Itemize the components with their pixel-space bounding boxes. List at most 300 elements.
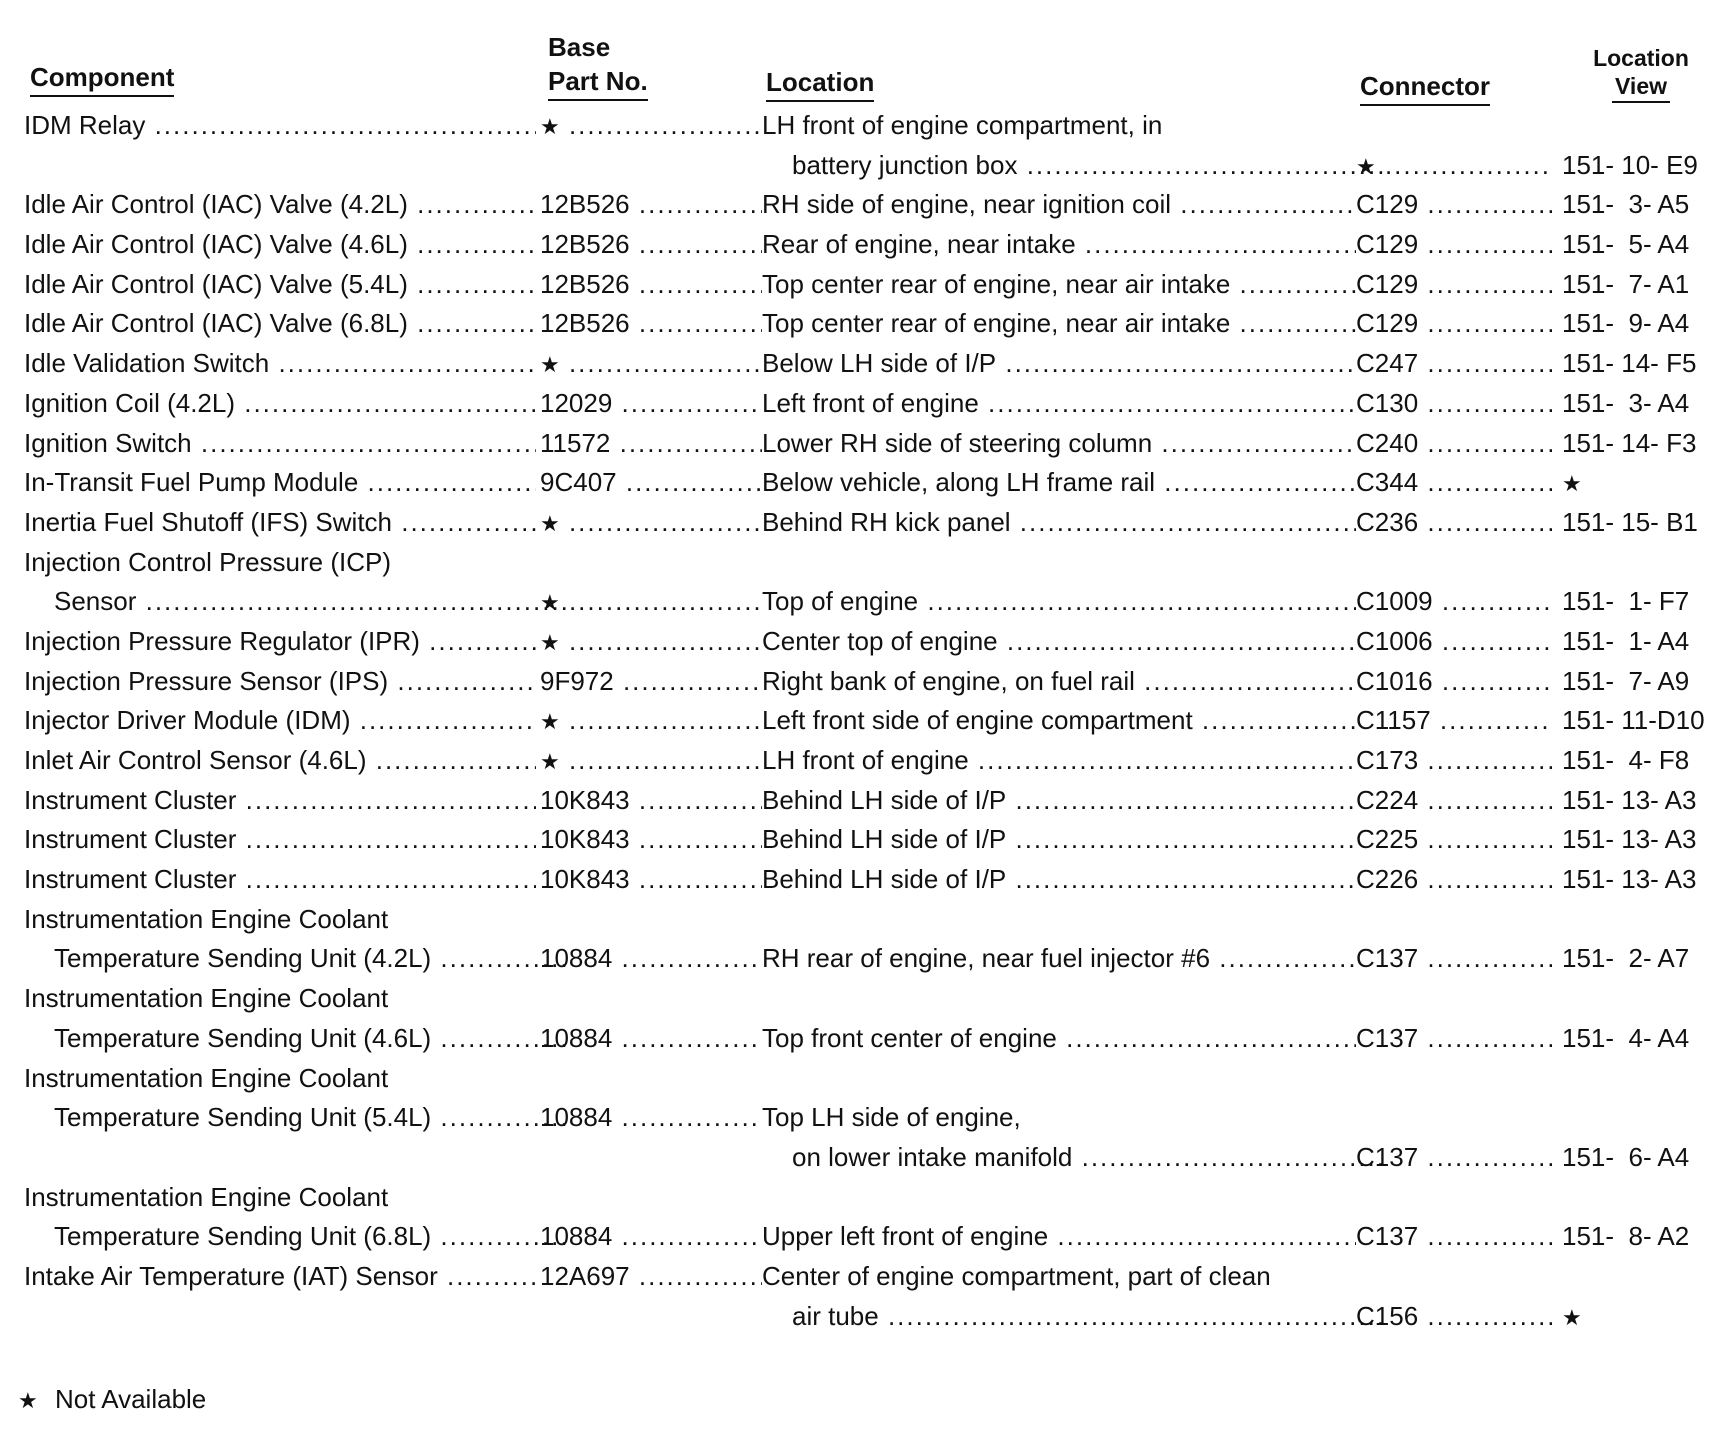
component-cell-text: Temperature Sending Unit (4.6L)	[54, 1022, 432, 1053]
component-cell-text: Inlet Air Control Sensor (4.6L)	[24, 745, 367, 775]
connector-cell	[1356, 626, 1552, 656]
connector-cell	[1356, 189, 1552, 219]
table-row	[0, 543, 1726, 583]
location-cell	[762, 229, 1356, 259]
dot-leader	[1076, 229, 1356, 259]
dot-leader	[560, 110, 762, 140]
dot-leader	[1017, 150, 1386, 180]
component-cell-text: Injection Pressure Regulator (IPR)	[24, 625, 420, 656]
component-cell	[24, 547, 536, 577]
location-cell-text: Lower RH side of steering column	[762, 427, 1153, 458]
component-cell	[24, 626, 536, 656]
connector-cell-text: C129	[1356, 308, 1419, 339]
location-view-cell	[1562, 824, 1722, 854]
part-number-cell	[540, 666, 762, 696]
location-view-cell	[1562, 1301, 1722, 1333]
part-number-cell	[540, 586, 762, 618]
dot-leader	[236, 824, 536, 854]
parts-table	[0, 106, 1726, 1336]
footnote	[18, 1383, 206, 1417]
connector-cell-text: C247	[1356, 348, 1419, 379]
part-number-cell-text: ★	[540, 629, 560, 655]
dot-leader	[560, 745, 762, 775]
part-number-cell-text: ★	[540, 749, 560, 774]
location-cell-text: Rear of engine, near intake	[762, 229, 1076, 260]
part-number-cell	[540, 1023, 762, 1053]
dot-leader	[630, 824, 762, 854]
location-view-cell	[1562, 150, 1722, 180]
location-cell	[762, 705, 1356, 735]
part-number-cell	[540, 745, 762, 777]
connector-cell-text: C156	[1356, 1300, 1419, 1331]
location-cell-text: Left front side of engine compartment	[762, 705, 1193, 736]
component-cell	[24, 864, 536, 894]
dot-leader	[388, 666, 536, 696]
part-number-cell	[540, 388, 762, 418]
dot-leader	[1418, 428, 1552, 458]
dot-leader	[408, 308, 536, 338]
table-row	[0, 344, 1726, 384]
location-cell-text: Behind LH side of I/P	[762, 784, 1007, 815]
component-cell-text: Temperature Sending Unit (5.4L)	[54, 1102, 432, 1133]
dot-leader	[408, 189, 536, 219]
table-row	[0, 979, 1726, 1019]
component-cell	[24, 904, 536, 934]
part-number-cell-text: ★	[540, 709, 560, 735]
location-cell	[762, 388, 1356, 418]
header-connector: Connector	[1360, 69, 1490, 106]
location-cell-text: Behind LH side of I/P	[762, 864, 1007, 895]
location-cell-text: air tube	[792, 1300, 879, 1331]
dot-leader	[612, 1102, 762, 1132]
connector-cell	[1356, 348, 1552, 378]
dot-leader	[1376, 150, 1552, 180]
table-row	[0, 622, 1726, 662]
part-number-cell	[540, 507, 762, 539]
location-view-cell	[1562, 705, 1722, 735]
location-cell	[762, 467, 1356, 497]
dot-leader	[1193, 705, 1356, 735]
dot-leader	[1433, 666, 1552, 696]
location-view-cell-text: 151- 6- A4	[1562, 1141, 1690, 1172]
footnote-text: Not Available	[54, 1384, 207, 1414]
location-cell-text: LH front of engine	[762, 745, 969, 775]
connector-cell	[1356, 1023, 1552, 1053]
dot-leader	[630, 308, 762, 338]
part-number-cell-text: 12029	[540, 387, 613, 418]
connector-cell-text: C344	[1356, 467, 1419, 498]
dot-leader	[612, 1221, 762, 1251]
location-cell-text: Below vehicle, along LH frame rail	[762, 467, 1156, 498]
location-cell	[762, 189, 1356, 219]
dot-leader	[1210, 943, 1356, 973]
connector-cell	[1356, 388, 1552, 418]
connector-cell	[1356, 1142, 1552, 1172]
header-location-view-line1: Location	[1593, 45, 1689, 71]
component-cell	[24, 507, 536, 537]
connector-cell-text: C130	[1356, 387, 1419, 418]
dot-leader	[1433, 586, 1552, 616]
location-cell-text: LH front of engine compartment, in	[762, 110, 1163, 140]
part-number-cell-text: ★	[540, 352, 560, 378]
table-row	[0, 1138, 1726, 1178]
part-number-cell-text: 12B526	[540, 268, 630, 299]
location-view-cell-text: 151- 2- A7	[1562, 943, 1690, 974]
table-row	[0, 860, 1726, 900]
dot-leader	[560, 586, 762, 616]
connector-cell	[1356, 150, 1552, 182]
table-row	[0, 146, 1726, 186]
component-cell-text: Idle Validation Switch	[24, 348, 270, 379]
component-cell	[24, 745, 536, 775]
dot-leader	[1230, 308, 1356, 338]
location-view-cell	[1562, 348, 1722, 378]
table-row	[0, 900, 1726, 940]
dot-leader	[1418, 388, 1552, 418]
table-row	[0, 106, 1726, 146]
dot-leader	[1418, 943, 1552, 973]
dot-leader	[1155, 467, 1356, 497]
location-cell-text: Top center rear of engine, near air intake	[762, 308, 1231, 339]
header-base: Base	[548, 32, 611, 62]
location-cell	[762, 943, 1356, 973]
part-number-cell	[540, 1261, 762, 1291]
table-row	[0, 1178, 1726, 1218]
connector-cell	[1356, 1301, 1552, 1331]
dot-leader	[269, 348, 536, 378]
part-number-cell-text: 12A697	[540, 1260, 630, 1291]
location-cell	[762, 110, 1356, 140]
dot-leader	[1135, 666, 1356, 696]
component-cell	[24, 229, 536, 259]
dot-leader	[236, 864, 536, 894]
location-cell-text: Right bank of engine, on fuel rail	[762, 665, 1135, 696]
dot-leader	[1418, 507, 1552, 537]
component-cell	[24, 1023, 566, 1053]
table-row	[0, 1059, 1726, 1099]
location-cell	[762, 1221, 1356, 1251]
component-cell-text: Instrument Cluster	[24, 864, 237, 895]
part-number-cell-text: 12B526	[540, 189, 630, 220]
location-cell	[762, 150, 1386, 180]
dot-leader	[1418, 348, 1552, 378]
part-number-cell-text: 9F972	[540, 665, 614, 696]
part-number-cell	[540, 269, 762, 299]
connector-cell	[1356, 864, 1552, 894]
location-cell	[762, 507, 1356, 537]
table-row	[0, 1019, 1726, 1059]
dot-leader	[1418, 229, 1552, 259]
location-view-cell-text: 151- 3- A5	[1562, 189, 1690, 220]
component-cell	[24, 308, 536, 338]
location-view-cell	[1562, 666, 1722, 696]
dot-leader	[979, 388, 1356, 418]
dot-leader	[1057, 1023, 1356, 1053]
part-number-cell-text: 10K843	[540, 824, 630, 855]
component-cell-text: Intake Air Temperature (IAT) Sensor	[24, 1260, 438, 1291]
part-number-cell-text: 10884	[540, 1102, 613, 1133]
connector-cell-text: C137	[1356, 1221, 1419, 1252]
connector-cell	[1356, 705, 1552, 735]
location-cell	[762, 824, 1356, 854]
location-cell-text: Top of engine	[762, 586, 919, 617]
component-cell	[24, 1182, 536, 1212]
part-number-cell	[540, 705, 762, 737]
connector-cell-text: C240	[1356, 427, 1419, 458]
component-cell	[24, 428, 536, 458]
location-cell-text: Top center rear of engine, near air intake	[762, 268, 1231, 299]
connector-cell-text: C225	[1356, 824, 1419, 855]
location-cell-text: Behind LH side of I/P	[762, 824, 1007, 855]
component-cell-text: Instrumentation Engine Coolant	[24, 983, 389, 1014]
location-view-cell	[1562, 308, 1722, 338]
location-view-cell	[1562, 428, 1722, 458]
location-view-cell	[1562, 864, 1722, 894]
location-cell	[762, 626, 1356, 656]
dot-leader	[617, 467, 762, 497]
connector-cell-text: C137	[1356, 943, 1419, 974]
location-view-cell	[1562, 229, 1722, 259]
dot-leader	[1418, 308, 1552, 338]
connector-cell-text: C129	[1356, 229, 1419, 260]
component-cell-text: Injector Driver Module (IDM)	[24, 705, 351, 736]
location-view-cell-text: 151- 14- F5	[1562, 348, 1697, 379]
location-view-cell-text: 151- 3- A4	[1562, 387, 1690, 418]
table-row	[0, 781, 1726, 821]
dot-leader	[392, 507, 536, 537]
dot-leader	[612, 1023, 762, 1053]
component-cell-text: Instrument Cluster	[24, 824, 237, 855]
location-cell-text: Center top of engine	[762, 625, 998, 656]
component-cell	[24, 269, 536, 299]
component-cell-text: Idle Air Control (IAC) Valve (6.8L)	[24, 308, 408, 339]
location-cell-text: Upper left front of engine	[762, 1221, 1049, 1252]
component-cell	[24, 110, 536, 140]
header-part-no: Part No.	[548, 64, 648, 101]
location-view-cell	[1562, 1023, 1722, 1053]
table-row	[0, 463, 1726, 503]
table-row	[0, 424, 1726, 464]
part-number-cell	[540, 189, 762, 219]
dot-leader	[560, 626, 762, 656]
dot-leader	[1418, 1142, 1552, 1172]
connector-cell	[1356, 943, 1552, 973]
dot-leader	[1431, 705, 1552, 735]
part-number-cell	[540, 308, 762, 338]
dot-leader	[1006, 824, 1356, 854]
connector-cell-text: ★	[1356, 153, 1376, 179]
component-cell-text: Injection Pressure Sensor (IPS)	[24, 665, 389, 696]
component-cell-text: Instrumentation Engine Coolant	[24, 1062, 389, 1093]
location-view-cell	[1562, 745, 1722, 775]
part-number-cell-text: 12B526	[540, 229, 630, 260]
dot-leader	[1418, 745, 1552, 775]
dot-leader	[1230, 269, 1356, 299]
dot-leader	[1418, 1301, 1552, 1331]
component-cell	[24, 666, 536, 696]
component-cell	[24, 785, 536, 815]
component-cell-text: IDM Relay	[24, 110, 146, 140]
location-view-cell-text: 151- 1- A4	[1562, 625, 1690, 656]
location-view-cell	[1562, 1221, 1722, 1251]
dot-leader	[1418, 1221, 1552, 1251]
dot-leader	[1418, 467, 1552, 497]
dot-leader	[1152, 428, 1356, 458]
part-number-cell-text: 10K843	[540, 784, 630, 815]
component-cell-text: Sensor	[54, 586, 137, 617]
part-number-cell	[540, 1221, 762, 1251]
component-cell	[24, 467, 536, 497]
connector-cell-text: C1006	[1356, 625, 1433, 656]
table-row	[0, 503, 1726, 543]
dot-leader	[145, 110, 536, 140]
part-number-cell	[540, 943, 762, 973]
connector-cell-text: C236	[1356, 506, 1419, 537]
component-cell-text: Idle Air Control (IAC) Valve (4.2L)	[24, 189, 408, 220]
location-view-cell	[1562, 586, 1722, 616]
dot-leader	[969, 745, 1356, 775]
location-cell	[762, 785, 1356, 815]
dot-leader	[1006, 785, 1356, 815]
component-cell	[24, 1261, 536, 1291]
part-number-cell	[540, 626, 762, 658]
connector-cell	[1356, 507, 1552, 537]
component-cell	[24, 348, 536, 378]
component-cell-text: In-Transit Fuel Pump Module	[24, 467, 359, 498]
table-row	[0, 820, 1726, 860]
connector-cell	[1356, 467, 1552, 497]
dot-leader	[614, 666, 762, 696]
header-location: Location	[766, 65, 874, 102]
dot-leader	[996, 348, 1356, 378]
part-number-cell-text: 10884	[540, 1022, 613, 1053]
dot-leader	[1418, 824, 1552, 854]
dot-leader	[1011, 507, 1356, 537]
component-cell-text: Ignition Switch	[24, 427, 192, 458]
location-cell	[762, 269, 1356, 299]
component-cell	[24, 824, 536, 854]
part-number-cell	[540, 467, 762, 497]
part-number-cell-text: 10K843	[540, 864, 630, 895]
location-cell	[762, 864, 1356, 894]
connector-cell	[1356, 824, 1552, 854]
table-row	[0, 701, 1726, 741]
location-view-cell-text: 151- 13- A3	[1562, 784, 1697, 815]
dot-leader	[408, 269, 536, 299]
location-cell	[762, 1142, 1386, 1172]
location-cell-text: Top LH side of engine,	[762, 1102, 1021, 1133]
connector-cell	[1356, 1221, 1552, 1251]
part-number-cell-text: 10884	[540, 1221, 613, 1252]
location-cell	[762, 1261, 1356, 1291]
part-number-cell	[540, 110, 762, 142]
dot-leader	[610, 428, 762, 458]
component-cell-text: Instrumentation Engine Coolant	[24, 1181, 389, 1212]
connector-cell-text: C1157	[1356, 705, 1431, 736]
location-view-cell	[1562, 626, 1722, 656]
dot-leader	[351, 705, 536, 735]
part-number-cell-text: 12B526	[540, 308, 630, 339]
location-view-cell-text: 151- 7- A9	[1562, 665, 1690, 696]
connector-cell	[1356, 229, 1552, 259]
dot-leader	[630, 785, 762, 815]
location-view-cell	[1562, 189, 1722, 219]
part-number-cell-text: 11572	[540, 427, 611, 458]
star-icon: ★	[18, 1388, 38, 1413]
part-number-cell-text: ★	[540, 590, 560, 616]
component-cell	[24, 983, 536, 1013]
component-cell	[24, 1221, 566, 1251]
location-view-cell	[1562, 1142, 1722, 1172]
location-view-cell	[1562, 507, 1722, 537]
dot-leader	[1418, 1023, 1552, 1053]
location-cell-text: on lower intake manifold	[792, 1141, 1073, 1172]
dot-leader	[1072, 1142, 1386, 1172]
component-cell-text: Temperature Sending Unit (4.2L)	[54, 943, 432, 974]
dot-leader	[998, 626, 1356, 656]
location-view-cell	[1562, 388, 1722, 418]
part-number-cell	[540, 1102, 762, 1132]
table-row	[0, 1098, 1726, 1138]
location-view-cell-text: 151- 5- A4	[1562, 229, 1690, 260]
connector-cell-text: C1016	[1356, 665, 1433, 696]
location-cell	[762, 428, 1356, 458]
dot-leader	[1418, 189, 1552, 219]
location-cell-text: Top front center of engine	[762, 1022, 1057, 1053]
table-row	[0, 741, 1726, 781]
connector-cell	[1356, 269, 1552, 299]
dot-leader	[630, 269, 762, 299]
part-number-cell-text: ★	[540, 114, 560, 139]
dot-leader	[1433, 626, 1552, 656]
location-cell	[762, 348, 1356, 378]
location-cell	[762, 1102, 1356, 1132]
component-cell-text: Injection Control Pressure (ICP)	[24, 546, 392, 577]
location-cell	[762, 1023, 1356, 1053]
dot-leader	[560, 705, 762, 735]
location-cell	[762, 666, 1356, 696]
component-cell-text: Inertia Fuel Shutoff (IFS) Switch	[24, 506, 392, 537]
location-cell	[762, 1301, 1386, 1331]
location-view-cell	[1562, 467, 1722, 499]
component-cell	[24, 1063, 536, 1093]
dot-leader	[408, 229, 536, 259]
dot-leader	[1006, 864, 1356, 894]
connector-cell	[1356, 586, 1552, 616]
dot-leader	[612, 943, 762, 973]
dot-leader	[560, 348, 762, 378]
part-number-cell	[540, 428, 762, 458]
location-view-cell-text: ★	[1562, 1304, 1582, 1330]
dot-leader	[1418, 864, 1552, 894]
dot-leader	[630, 229, 762, 259]
connector-cell	[1356, 308, 1552, 338]
table-row	[0, 265, 1726, 305]
table-row	[0, 1257, 1726, 1297]
header-component: Component	[30, 60, 174, 97]
location-view-cell	[1562, 785, 1722, 815]
dot-leader	[630, 1261, 762, 1291]
component-cell-text: Ignition Coil (4.2L)	[24, 387, 235, 418]
component-cell	[24, 705, 536, 735]
component-cell	[24, 1102, 566, 1132]
dot-leader	[1418, 785, 1552, 815]
dot-leader	[879, 1301, 1386, 1331]
dot-leader	[918, 586, 1356, 616]
location-view-cell-text: 151- 14- F3	[1562, 427, 1697, 458]
part-number-cell-text: 9C407	[540, 467, 617, 498]
connector-cell-text: C173	[1356, 745, 1419, 775]
